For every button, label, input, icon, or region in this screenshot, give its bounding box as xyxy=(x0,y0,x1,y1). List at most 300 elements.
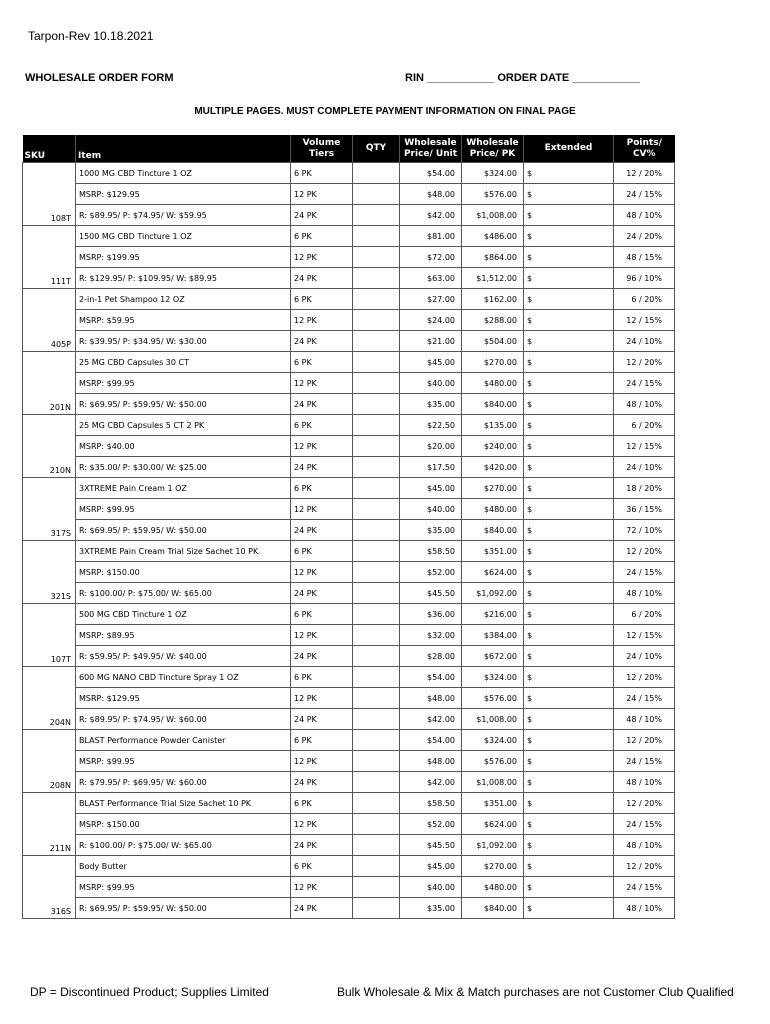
sku-cell: 211N xyxy=(23,793,76,856)
extended-cell[interactable]: $ xyxy=(524,478,614,499)
item-cell: Body Butter xyxy=(76,856,291,877)
qty-input-cell[interactable] xyxy=(353,394,400,415)
item-cell: MSRP: $40.00 xyxy=(76,436,291,457)
extended-cell[interactable]: $ xyxy=(524,520,614,541)
tier-cell: 24 PK xyxy=(291,709,353,730)
table-row xyxy=(23,478,675,499)
table-row xyxy=(23,247,675,268)
footer-club-note: Bulk Wholesale & Mix & Match purchases are not Customer Club Qualified xyxy=(337,985,734,999)
unit-price-cell: $42.00 xyxy=(400,205,462,226)
unit-price-cell: $54.00 xyxy=(400,730,462,751)
qty-input-cell[interactable] xyxy=(353,562,400,583)
tier-cell: 6 PK xyxy=(291,163,353,184)
pk-price-cell: $576.00 xyxy=(462,184,524,205)
pk-price-cell: $288.00 xyxy=(462,310,524,331)
qty-input-cell[interactable] xyxy=(353,289,400,310)
tier-cell: 12 PK xyxy=(291,436,353,457)
extended-cell[interactable]: $ xyxy=(524,688,614,709)
qty-input-cell[interactable] xyxy=(353,373,400,394)
tier-cell: 12 PK xyxy=(291,184,353,205)
col-points-cv: Points/ CV% xyxy=(614,135,675,163)
sku-cell: 405P xyxy=(23,289,76,352)
extended-cell[interactable]: $ xyxy=(524,415,614,436)
unit-price-cell: $40.00 xyxy=(400,877,462,898)
points-cell: 48 / 10% xyxy=(614,772,675,793)
points-cell: 12 / 20% xyxy=(614,667,675,688)
table-header-row xyxy=(23,135,675,163)
points-cell: 24 / 20% xyxy=(614,226,675,247)
qty-input-cell[interactable] xyxy=(353,310,400,331)
footer-discontinued-note: DP = Discontinued Product; Supplies Limited xyxy=(30,985,269,999)
item-cell: R: $100.00/ P: $75.00/ W: $65.00 xyxy=(76,835,291,856)
extended-cell[interactable]: $ xyxy=(524,499,614,520)
points-cell: 12 / 15% xyxy=(614,625,675,646)
table-row xyxy=(23,562,675,583)
points-cell: 96 / 10% xyxy=(614,268,675,289)
extended-cell[interactable]: $ xyxy=(524,373,614,394)
extended-cell[interactable]: $ xyxy=(524,667,614,688)
item-cell: MSRP: $150.00 xyxy=(76,562,291,583)
payment-notice: MULTIPLE PAGES. MUST COMPLETE PAYMENT INFORMATION ON FINAL PAGE xyxy=(194,106,576,117)
item-cell: MSRP: $129.95 xyxy=(76,688,291,709)
qty-input-cell[interactable] xyxy=(353,688,400,709)
table-row xyxy=(23,856,675,877)
qty-input-cell[interactable] xyxy=(353,814,400,835)
extended-cell[interactable]: $ xyxy=(524,856,614,877)
tier-cell: 12 PK xyxy=(291,310,353,331)
qty-input-cell[interactable] xyxy=(353,163,400,184)
points-cell: 12 / 20% xyxy=(614,541,675,562)
unit-price-cell: $40.00 xyxy=(400,499,462,520)
tier-cell: 6 PK xyxy=(291,667,353,688)
pk-price-cell: $576.00 xyxy=(462,751,524,772)
extended-cell[interactable]: $ xyxy=(524,709,614,730)
order-table-body xyxy=(23,163,675,919)
tier-cell: 6 PK xyxy=(291,856,353,877)
table-row xyxy=(23,814,675,835)
item-cell: MSRP: $99.95 xyxy=(76,499,291,520)
extended-cell[interactable]: $ xyxy=(524,541,614,562)
qty-input-cell[interactable] xyxy=(353,877,400,898)
table-row xyxy=(23,709,675,730)
tier-cell: 6 PK xyxy=(291,352,353,373)
item-cell: R: $89.95/ P: $74.95/ W: $59.95 xyxy=(76,205,291,226)
col-item: Item xyxy=(76,135,291,163)
points-cell: 24 / 15% xyxy=(614,373,675,394)
item-cell: MSRP: $99.95 xyxy=(76,751,291,772)
points-cell: 24 / 15% xyxy=(614,184,675,205)
item-cell: R: $100.00/ P: $75.00/ W: $65.00 xyxy=(76,583,291,604)
tier-cell: 24 PK xyxy=(291,898,353,919)
extended-cell[interactable]: $ xyxy=(524,226,614,247)
points-cell: 48 / 10% xyxy=(614,835,675,856)
tier-cell: 24 PK xyxy=(291,205,353,226)
points-cell: 6 / 20% xyxy=(614,289,675,310)
qty-input-cell[interactable] xyxy=(353,205,400,226)
qty-input-cell[interactable] xyxy=(353,184,400,205)
qty-input-cell[interactable] xyxy=(353,583,400,604)
unit-price-cell: $40.00 xyxy=(400,373,462,394)
pk-price-cell: $624.00 xyxy=(462,562,524,583)
unit-price-cell: $36.00 xyxy=(400,604,462,625)
pk-price-cell: $384.00 xyxy=(462,625,524,646)
item-cell: MSRP: $89.95 xyxy=(76,625,291,646)
item-cell: 1500 MG CBD Tincture 1 OZ xyxy=(76,226,291,247)
points-cell: 48 / 15% xyxy=(614,247,675,268)
table-row xyxy=(23,625,675,646)
points-cell: 48 / 10% xyxy=(614,394,675,415)
tier-cell: 12 PK xyxy=(291,814,353,835)
table-row xyxy=(23,520,675,541)
col-volume-tiers: Volume Tiers xyxy=(291,135,353,163)
tier-cell: 24 PK xyxy=(291,394,353,415)
table-row xyxy=(23,877,675,898)
unit-price-cell: $54.00 xyxy=(400,667,462,688)
revision-label: Tarpon-Rev 10.18.2021 xyxy=(28,29,154,43)
qty-input-cell[interactable] xyxy=(353,793,400,814)
qty-input-cell[interactable] xyxy=(353,772,400,793)
unit-price-cell: $24.00 xyxy=(400,310,462,331)
qty-input-cell[interactable] xyxy=(353,499,400,520)
extended-cell[interactable]: $ xyxy=(524,289,614,310)
extended-cell[interactable]: $ xyxy=(524,898,614,919)
points-cell: 24 / 15% xyxy=(614,751,675,772)
qty-input-cell[interactable] xyxy=(353,898,400,919)
table-row xyxy=(23,373,675,394)
qty-input-cell[interactable] xyxy=(353,856,400,877)
item-cell: MSRP: $99.95 xyxy=(76,373,291,394)
unit-price-cell: $21.00 xyxy=(400,331,462,352)
extended-cell[interactable]: $ xyxy=(524,625,614,646)
qty-input-cell[interactable] xyxy=(353,667,400,688)
sku-cell: 317S xyxy=(23,478,76,541)
extended-cell[interactable]: $ xyxy=(524,793,614,814)
table-row xyxy=(23,205,675,226)
table-row xyxy=(23,415,675,436)
unit-price-cell: $52.00 xyxy=(400,814,462,835)
col-price-unit: Wholesale Price/ Unit xyxy=(400,135,462,163)
qty-input-cell[interactable] xyxy=(353,730,400,751)
pk-price-cell: $840.00 xyxy=(462,898,524,919)
item-cell: MSRP: $199.95 xyxy=(76,247,291,268)
points-cell: 24 / 15% xyxy=(614,688,675,709)
points-cell: 12 / 20% xyxy=(614,352,675,373)
pk-price-cell: $480.00 xyxy=(462,373,524,394)
points-cell: 12 / 20% xyxy=(614,793,675,814)
tier-cell: 24 PK xyxy=(291,835,353,856)
qty-input-cell[interactable] xyxy=(353,226,400,247)
table-row xyxy=(23,541,675,562)
extended-cell[interactable]: $ xyxy=(524,310,614,331)
points-cell: 12 / 20% xyxy=(614,856,675,877)
tier-cell: 6 PK xyxy=(291,793,353,814)
tier-cell: 12 PK xyxy=(291,688,353,709)
qty-input-cell[interactable] xyxy=(353,520,400,541)
tier-cell: 6 PK xyxy=(291,478,353,499)
extended-cell[interactable]: $ xyxy=(524,646,614,667)
table-row xyxy=(23,646,675,667)
qty-input-cell[interactable] xyxy=(353,751,400,772)
unit-price-cell: $45.00 xyxy=(400,856,462,877)
points-cell: 48 / 10% xyxy=(614,709,675,730)
item-cell: BLAST Performance Powder Canister xyxy=(76,730,291,751)
table-row xyxy=(23,604,675,625)
table-row xyxy=(23,226,675,247)
qty-input-cell[interactable] xyxy=(353,247,400,268)
extended-cell[interactable]: $ xyxy=(524,751,614,772)
table-row xyxy=(23,583,675,604)
unit-price-cell: $63.00 xyxy=(400,268,462,289)
tier-cell: 24 PK xyxy=(291,583,353,604)
table-row xyxy=(23,772,675,793)
points-cell: 12 / 20% xyxy=(614,730,675,751)
item-cell: MSRP: $99.95 xyxy=(76,877,291,898)
pk-price-cell: $624.00 xyxy=(462,814,524,835)
extended-cell[interactable]: $ xyxy=(524,457,614,478)
points-cell: 24 / 15% xyxy=(614,877,675,898)
table-row xyxy=(23,436,675,457)
tier-cell: 12 PK xyxy=(291,499,353,520)
item-cell: 2-in-1 Pet Shampoo 12 OZ xyxy=(76,289,291,310)
table-row xyxy=(23,751,675,772)
unit-price-cell: $48.00 xyxy=(400,688,462,709)
table-row xyxy=(23,688,675,709)
sku-cell: 321S xyxy=(23,541,76,604)
item-cell: R: $79.95/ P: $69.95/ W: $60.00 xyxy=(76,772,291,793)
tier-cell: 24 PK xyxy=(291,457,353,478)
item-cell: 500 MG CBD Tincture 1 OZ xyxy=(76,604,291,625)
rin-order-date-line: RIN ___________ ORDER DATE ___________ xyxy=(405,72,640,84)
pk-price-cell: $840.00 xyxy=(462,520,524,541)
unit-price-cell: $32.00 xyxy=(400,625,462,646)
points-cell: 48 / 10% xyxy=(614,583,675,604)
unit-price-cell: $22.50 xyxy=(400,415,462,436)
points-cell: 24 / 10% xyxy=(614,646,675,667)
pk-price-cell: $216.00 xyxy=(462,604,524,625)
tier-cell: 6 PK xyxy=(291,415,353,436)
item-cell: R: $39.95/ P: $34.95/ W: $30.00 xyxy=(76,331,291,352)
unit-price-cell: $35.00 xyxy=(400,898,462,919)
table-row xyxy=(23,730,675,751)
extended-cell[interactable]: $ xyxy=(524,394,614,415)
points-cell: 6 / 20% xyxy=(614,604,675,625)
unit-price-cell: $35.00 xyxy=(400,394,462,415)
unit-price-cell: $58.50 xyxy=(400,793,462,814)
table-row xyxy=(23,394,675,415)
col-qty: QTY xyxy=(353,135,400,163)
sku-cell: 108T xyxy=(23,163,76,226)
tier-cell: 12 PK xyxy=(291,751,353,772)
sku-cell: 210N xyxy=(23,415,76,478)
pk-price-cell: $162.00 xyxy=(462,289,524,310)
qty-input-cell[interactable] xyxy=(353,457,400,478)
points-cell: 72 / 10% xyxy=(614,520,675,541)
unit-price-cell: $42.00 xyxy=(400,709,462,730)
sku-cell: 204N xyxy=(23,667,76,730)
order-table xyxy=(22,135,675,919)
extended-cell[interactable]: $ xyxy=(524,331,614,352)
qty-input-cell[interactable] xyxy=(353,835,400,856)
pk-price-cell: $420.00 xyxy=(462,457,524,478)
item-cell: 25 MG CBD Capsules 30 CT xyxy=(76,352,291,373)
qty-input-cell[interactable] xyxy=(353,709,400,730)
points-cell: 24 / 10% xyxy=(614,457,675,478)
qty-input-cell[interactable] xyxy=(353,268,400,289)
unit-price-cell: $81.00 xyxy=(400,226,462,247)
extended-cell[interactable]: $ xyxy=(524,772,614,793)
table-row xyxy=(23,268,675,289)
tier-cell: 12 PK xyxy=(291,625,353,646)
item-cell: R: $35.00/ P: $30.00/ W: $25.00 xyxy=(76,457,291,478)
unit-price-cell: $45.50 xyxy=(400,583,462,604)
extended-cell[interactable]: $ xyxy=(524,163,614,184)
pk-price-cell: $324.00 xyxy=(462,730,524,751)
table-row xyxy=(23,898,675,919)
pk-price-cell: $351.00 xyxy=(462,793,524,814)
table-row xyxy=(23,835,675,856)
tier-cell: 24 PK xyxy=(291,520,353,541)
extended-cell[interactable]: $ xyxy=(524,814,614,835)
tier-cell: 12 PK xyxy=(291,877,353,898)
item-cell: R: $69.95/ P: $59.95/ W: $50.00 xyxy=(76,898,291,919)
unit-price-cell: $27.00 xyxy=(400,289,462,310)
unit-price-cell: $45.50 xyxy=(400,835,462,856)
pk-price-cell: $1,008.00 xyxy=(462,772,524,793)
tier-cell: 24 PK xyxy=(291,268,353,289)
table-row xyxy=(23,289,675,310)
pk-price-cell: $324.00 xyxy=(462,163,524,184)
pk-price-cell: $270.00 xyxy=(462,478,524,499)
sku-cell: 208N xyxy=(23,730,76,793)
points-cell: 36 / 15% xyxy=(614,499,675,520)
unit-price-cell: $54.00 xyxy=(400,163,462,184)
points-cell: 18 / 20% xyxy=(614,478,675,499)
col-extended: Extended xyxy=(524,135,614,163)
pk-price-cell: $576.00 xyxy=(462,688,524,709)
pk-price-cell: $351.00 xyxy=(462,541,524,562)
extended-cell[interactable]: $ xyxy=(524,436,614,457)
pk-price-cell: $270.00 xyxy=(462,856,524,877)
unit-price-cell: $17.50 xyxy=(400,457,462,478)
unit-price-cell: $58.50 xyxy=(400,541,462,562)
table-row xyxy=(23,793,675,814)
qty-input-cell[interactable] xyxy=(353,604,400,625)
tier-cell: 6 PK xyxy=(291,289,353,310)
qty-input-cell[interactable] xyxy=(353,331,400,352)
qty-input-cell[interactable] xyxy=(353,436,400,457)
unit-price-cell: $28.00 xyxy=(400,646,462,667)
points-cell: 24 / 15% xyxy=(614,562,675,583)
sku-cell: 111T xyxy=(23,226,76,289)
pk-price-cell: $480.00 xyxy=(462,877,524,898)
sku-cell: 107T xyxy=(23,604,76,667)
pk-price-cell: $1,008.00 xyxy=(462,205,524,226)
pk-price-cell: $672.00 xyxy=(462,646,524,667)
extended-cell[interactable]: $ xyxy=(524,184,614,205)
unit-price-cell: $20.00 xyxy=(400,436,462,457)
table-row xyxy=(23,331,675,352)
col-price-pk: Wholesale Price/ PK xyxy=(462,135,524,163)
extended-cell[interactable]: $ xyxy=(524,268,614,289)
table-row xyxy=(23,457,675,478)
pk-price-cell: $240.00 xyxy=(462,436,524,457)
tier-cell: 6 PK xyxy=(291,604,353,625)
pk-price-cell: $840.00 xyxy=(462,394,524,415)
qty-input-cell[interactable] xyxy=(353,415,400,436)
pk-price-cell: $1,092.00 xyxy=(462,835,524,856)
points-cell: 12 / 15% xyxy=(614,310,675,331)
points-cell: 24 / 15% xyxy=(614,814,675,835)
item-cell: MSRP: $150.00 xyxy=(76,814,291,835)
item-cell: 600 MG NANO CBD Tincture Spray 1 OZ xyxy=(76,667,291,688)
tier-cell: 12 PK xyxy=(291,562,353,583)
extended-cell[interactable]: $ xyxy=(524,562,614,583)
points-cell: 24 / 10% xyxy=(614,331,675,352)
extended-cell[interactable]: $ xyxy=(524,205,614,226)
qty-input-cell[interactable] xyxy=(353,352,400,373)
pk-price-cell: $1,008.00 xyxy=(462,709,524,730)
tier-cell: 24 PK xyxy=(291,331,353,352)
extended-cell[interactable]: $ xyxy=(524,877,614,898)
item-cell: R: $129.95/ P: $109.95/ W: $89.95 xyxy=(76,268,291,289)
extended-cell[interactable]: $ xyxy=(524,583,614,604)
extended-cell[interactable]: $ xyxy=(524,835,614,856)
item-cell: R: $89.95/ P: $74.95/ W: $60.00 xyxy=(76,709,291,730)
extended-cell[interactable]: $ xyxy=(524,604,614,625)
points-cell: 12 / 20% xyxy=(614,163,675,184)
extended-cell[interactable]: $ xyxy=(524,247,614,268)
tier-cell: 6 PK xyxy=(291,541,353,562)
pk-price-cell: $480.00 xyxy=(462,499,524,520)
pk-price-cell: $270.00 xyxy=(462,352,524,373)
table-row xyxy=(23,667,675,688)
pk-price-cell: $324.00 xyxy=(462,667,524,688)
qty-input-cell[interactable] xyxy=(353,646,400,667)
extended-cell[interactable]: $ xyxy=(524,352,614,373)
table-row xyxy=(23,184,675,205)
unit-price-cell: $48.00 xyxy=(400,751,462,772)
form-title: WHOLESALE ORDER FORM xyxy=(25,72,174,84)
points-cell: 6 / 20% xyxy=(614,415,675,436)
tier-cell: 24 PK xyxy=(291,772,353,793)
table-row xyxy=(23,163,675,184)
col-sku: SKU xyxy=(23,135,76,163)
tier-cell: 6 PK xyxy=(291,226,353,247)
item-cell: 3XTREME Pain Cream Trial Size Sachet 10 PK xyxy=(76,541,291,562)
item-cell: R: $69.95/ P: $59.95/ W: $50.00 xyxy=(76,394,291,415)
unit-price-cell: $52.00 xyxy=(400,562,462,583)
tier-cell: 12 PK xyxy=(291,247,353,268)
tier-cell: 6 PK xyxy=(291,730,353,751)
extended-cell[interactable]: $ xyxy=(524,730,614,751)
pk-price-cell: $1,512.00 xyxy=(462,268,524,289)
qty-input-cell[interactable] xyxy=(353,478,400,499)
item-cell: 3XTREME Pain Cream 1 OZ xyxy=(76,478,291,499)
sku-cell: 316S xyxy=(23,856,76,919)
points-cell: 48 / 10% xyxy=(614,898,675,919)
unit-price-cell: $35.00 xyxy=(400,520,462,541)
points-cell: 48 / 10% xyxy=(614,205,675,226)
unit-price-cell: $45.00 xyxy=(400,352,462,373)
qty-input-cell[interactable] xyxy=(353,625,400,646)
tier-cell: 24 PK xyxy=(291,646,353,667)
item-cell: R: $59.95/ P: $49.95/ W: $40.00 xyxy=(76,646,291,667)
points-cell: 12 / 15% xyxy=(614,436,675,457)
unit-price-cell: $48.00 xyxy=(400,184,462,205)
qty-input-cell[interactable] xyxy=(353,541,400,562)
item-cell: 25 MG CBD Capsules 5 CT 2 PK xyxy=(76,415,291,436)
item-cell: R: $69.95/ P: $59.95/ W: $50.00 xyxy=(76,520,291,541)
